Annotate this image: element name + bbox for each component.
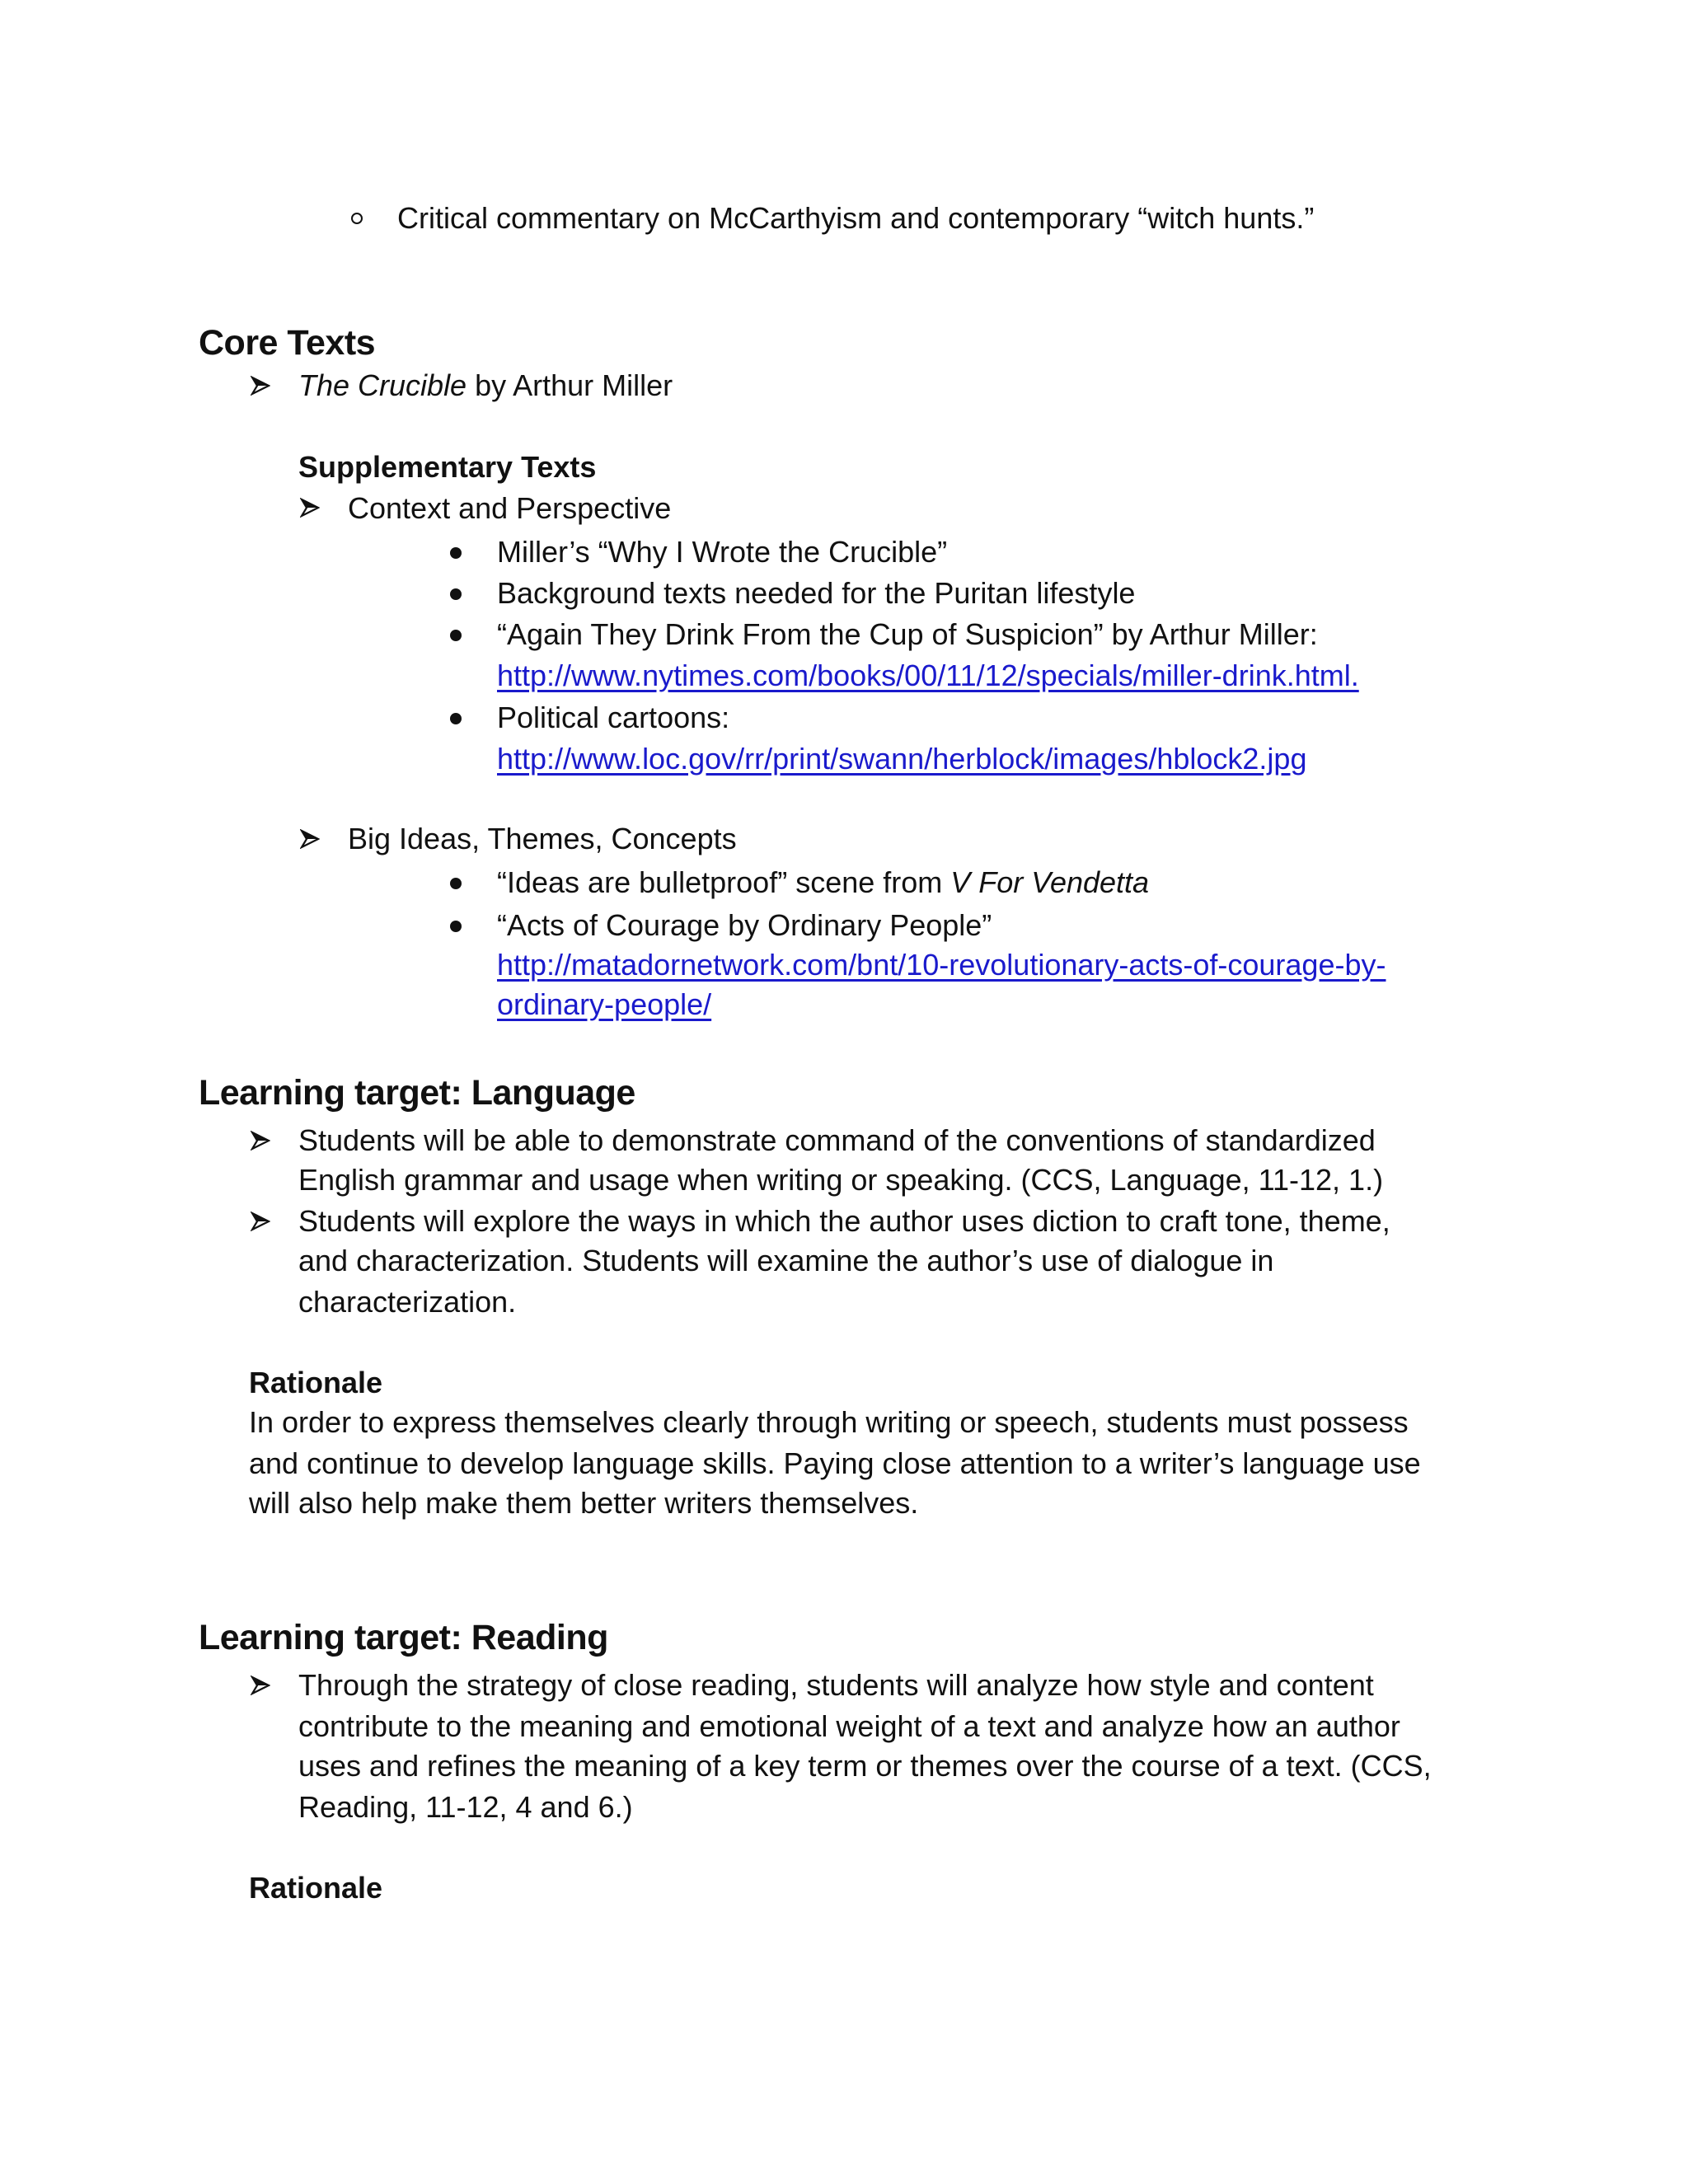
arrow-bullet-icon	[251, 1131, 270, 1151]
core-text-item	[298, 365, 673, 406]
supplementary-texts-heading: Supplementary Texts	[298, 450, 597, 484]
context-item-4-link-line	[497, 738, 1306, 780]
context-item-4: Political cartoons:	[497, 701, 730, 734]
arrow-bullet-icon	[251, 1212, 270, 1231]
core-texts-heading: Core Texts	[199, 323, 376, 363]
dot-bullet-icon	[450, 878, 462, 889]
context-perspective-label: Context and Perspective	[348, 491, 672, 525]
big-ideas-item-2-link-line-1	[497, 944, 1386, 986]
language-rationale-line-1: In order to express themselves clearly through writing or speech, students must possess	[249, 1405, 1409, 1439]
arrow-bullet-icon	[300, 829, 320, 849]
dot-bullet-icon	[450, 921, 462, 932]
big-ideas-item-1-film: V For Vendetta	[950, 865, 1150, 899]
arrow-bullet-icon	[251, 376, 270, 396]
matador-link-part-2[interactable]: ordinary-people/	[497, 987, 712, 1021]
language-bullet-2-line-1: Students will explore the ways in which the author uses diction to craft tone, theme,	[298, 1204, 1390, 1238]
context-item-3: “Again They Drink From the Cup of Suspicion” by Arthur Miller:	[497, 617, 1318, 651]
big-ideas-item-1	[497, 862, 1149, 903]
language-rationale-line-2: and continue to develop language skills. Paying close attention to a writer’s language use	[249, 1446, 1421, 1480]
language-bullet-1-line-2: English grammar and usage when writing or speaking. (CCS, Language, 11-12, 1.)	[298, 1163, 1384, 1197]
reading-bullet-1-line-4: Reading, 11-12, 4 and 6.)	[298, 1790, 633, 1824]
dot-bullet-icon	[450, 630, 462, 641]
language-heading: Learning target: Language	[199, 1073, 635, 1113]
arrow-bullet-icon	[251, 1675, 270, 1695]
reading-rationale-heading: Rationale	[249, 1871, 383, 1905]
language-rationale-heading: Rationale	[249, 1366, 383, 1399]
dot-bullet-icon	[450, 547, 462, 559]
core-text-title: The Crucible	[298, 368, 467, 402]
big-ideas-label: Big Ideas, Themes, Concepts	[348, 822, 737, 855]
context-item-2: Background texts needed for the Puritan lifestyle	[497, 576, 1136, 610]
circle-bullet-icon	[351, 213, 363, 224]
language-bullet-2-line-3: characterization.	[298, 1285, 517, 1319]
reading-bullet-1-line-3: uses and refines the meaning of a key term or themes over the course of a text. (CCS,	[298, 1749, 1432, 1783]
context-item-3-link-line	[497, 655, 1359, 696]
context-item-1: Miller’s “Why I Wrote the Crucible”	[497, 535, 948, 569]
big-ideas-item-2-link-line-2	[497, 984, 711, 1025]
language-bullet-2-line-2: and characterization. Students will examine the author’s use of dialogue in	[298, 1244, 1274, 1277]
big-ideas-item-2: “Acts of Courage by Ordinary People”	[497, 908, 992, 942]
nytimes-link[interactable]: http://www.nytimes.com/books/00/11/12/specials/miller-drink.html.	[497, 658, 1359, 692]
language-rationale-line-3: will also help make them better writers themselves.	[249, 1486, 919, 1520]
reading-heading: Learning target: Reading	[199, 1618, 608, 1657]
dot-bullet-icon	[450, 713, 462, 724]
dot-bullet-icon	[450, 588, 462, 600]
reading-bullet-1-line-1: Through the strategy of close reading, students will analyze how style and content	[298, 1668, 1374, 1702]
arrow-bullet-icon	[300, 498, 320, 518]
reading-bullet-1-line-2: contribute to the meaning and emotional weight of a text and analyze how an author	[298, 1709, 1400, 1743]
matador-link-part-1[interactable]: http://matadornetwork.com/bnt/10-revolutionary-acts-of-courage-by-	[497, 948, 1386, 982]
core-text-author: by Arthur Miller	[467, 368, 673, 402]
loc-cartoon-link[interactable]: http://www.loc.gov/rr/print/swann/herblock/images/hblock2.jpg	[497, 742, 1307, 776]
big-ideas-item-1-text: “Ideas are bulletproof” scene from	[497, 865, 951, 899]
intro-bullet-text: Critical commentary on McCarthyism and contemporary “witch hunts.”	[397, 201, 1315, 235]
language-bullet-1-line-1: Students will be able to demonstrate command of the conventions of standardized	[298, 1123, 1376, 1157]
